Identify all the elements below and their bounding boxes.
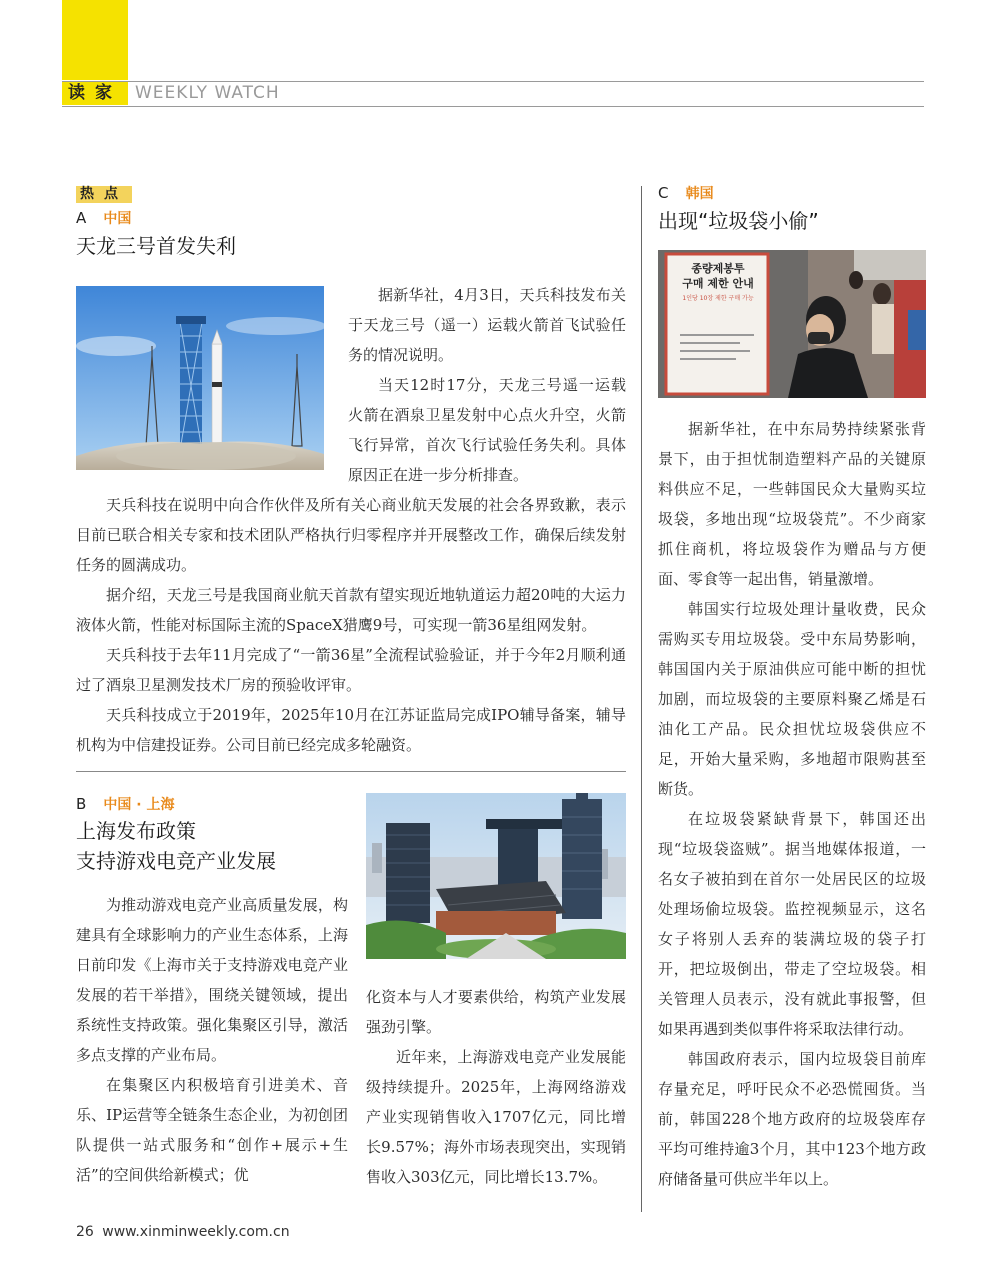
footer-url[interactable]: www.xinminweekly.com.cn — [102, 1224, 290, 1240]
article-a-full-width — [76, 490, 626, 760]
article-c-paragraph: 据新华社，在中东局势持续紧张背景下，由于担忧制造塑料产品的关键原料供应不足，一些韩国民众大量购买垃圾袋，多地出现“垃圾袋荒”。不少商家抓住商机，将垃圾袋作为赠品与方便面、零食等一起出售，销量激增。 — [658, 420, 926, 588]
article-c-body — [658, 414, 926, 1194]
article-a-paragraph: 当天12时17分，天龙三号遥一运载火箭在酒泉卫星发射中心点火升空，火箭飞行异常，首次飞行试验任务失利。具体原因正在进一步分析排查。 — [348, 376, 626, 484]
page-number: 26 — [76, 1224, 94, 1240]
sign-text-line2: 구매 제한 안내 — [682, 277, 754, 290]
article-c-region: 韩国 — [685, 186, 714, 202]
header-rule-bottom — [62, 106, 924, 107]
article-b-paragraph: 在集聚区内积极培育引进美术、音乐、IP运营等全链条生态企业，为初创团队提供一站式服务和“创作+展示+生活”的空间供给新模式；优 — [76, 1076, 348, 1184]
article-a-paragraph: 据新华社，4月3日，天兵科技发布关于天龙三号（遥一）运载火箭首飞试验任务的情况说明。 — [348, 286, 626, 364]
shanghai-building-photo — [366, 793, 626, 959]
column-divider — [641, 186, 642, 1212]
article-a-letter: A — [76, 209, 87, 227]
hot-tag: 热点 — [76, 186, 132, 203]
article-a-paragraph: 天兵科技在说明中向合作伙伴及所有关心商业航天发展的社会各界致歉，表示目前已联合相关专家和技术团队严格执行归零程序并开展整改工作，确保后续发射任务的圆满成功。 — [76, 496, 626, 574]
article-separator — [76, 771, 626, 772]
rocket-launch-photo — [76, 286, 324, 470]
article-b-letter: B — [76, 795, 87, 813]
section-label-en: WEEKLY WATCH — [135, 83, 280, 103]
article-b-paragraph: 化资本与人才要素供给，构筑产业发展强劲引擎。 — [366, 988, 626, 1036]
article-b-title-line2: 支持游戏电竞产业发展 — [76, 849, 276, 873]
sign-text-line1: 종량제봉투 — [691, 262, 745, 275]
article-c-paragraph: 韩国实行垃圾处理计量收费，民众需购买专用垃圾袋。受中东局势影响，韩国国内关于原油供应可能中断的担忧加剧，而垃圾袋的主要原料聚乙烯是石油化工产品。民众担忧垃圾袋供应不足，开始大量采购，多地超市限购甚至断货。 — [658, 600, 926, 798]
article-b-column-1 — [76, 890, 348, 1190]
article-c-paragraph: 在垃圾袋紧缺背景下，韩国还出现“垃圾袋盗贼”。据当地媒体报道，一名女子被拍到在首尔一处居民区的垃圾处理场偷垃圾袋。监控视频显示，这名女子将别人丢弃的装满垃圾的袋子打开，把垃圾倒出，带走了空垃圾袋。相关管理人员表示，没有就此事报警，但如果再遇到类似事件将采取法律行动。 — [658, 810, 926, 1038]
article-a-paragraph: 天兵科技成立于2019年，2025年10月在江苏证监局完成IPO辅导备案，辅导机构为中信建投证券。公司目前已经完成多轮融资。 — [76, 706, 626, 754]
article-c-paragraph: 韩国政府表示，国内垃圾袋目前库存量充足，呼吁民众不必恐慌囤货。当前，韩国228个地方政府的垃圾袋库存平均可维持逾3个月，其中123个地方政府储备量可供应半年以上。 — [658, 1050, 926, 1188]
korea-store-photo — [658, 250, 926, 398]
article-c-label — [658, 183, 714, 203]
article-b-label — [76, 794, 174, 814]
page-footer — [76, 1224, 290, 1240]
article-a-title: 天龙三号首发失利 — [76, 234, 236, 258]
article-b-title-line1: 上海发布政策 — [76, 819, 196, 843]
sign-text-line3: 1인당 10장 제한 구매 가능 — [682, 295, 754, 302]
header-yellow-tab — [62, 0, 128, 80]
article-a-right-column — [348, 280, 626, 490]
article-c-title: 出现“垃圾袋小偷” — [658, 209, 819, 233]
article-a-region: 中国 — [103, 211, 132, 227]
article-a-paragraph: 据介绍，天龙三号是我国商业航天首款有望实现近地轨道运力超20吨的大运力液体火箭，性能对标国际主流的SpaceX猎鹰9号，可实现一箭36星组网发射。 — [76, 586, 626, 634]
article-b-paragraph: 近年来，上海游戏电竞产业发展能级持续提升。2025年，上海网络游戏产业实现销售收入1707亿元，同比增长9.57%；海外市场表现突出，实现销售收入303亿元，同比增长13.7%。 — [366, 1048, 626, 1186]
article-a-paragraph: 天兵科技于去年11月完成了“一箭36星”全流程试验验证，并于今年2月顺利通过了酒泉卫星测发技术厂房的预验收评审。 — [76, 646, 626, 694]
article-b-paragraph: 为推动游戏电竞产业高质量发展，构建具有全球影响力的产业生态体系，上海日前印发《上海市关于支持游戏电竞产业发展的若干举措》，围绕关键领域，提出系统性支持政策。强化集聚区引导，激活多点支撑的产业布局。 — [76, 896, 348, 1064]
article-b-region: 中国 · 上海 — [103, 797, 175, 813]
section-label: 读家 — [62, 82, 128, 105]
article-a-label — [76, 208, 131, 228]
article-c-letter: C — [658, 184, 669, 202]
article-b-column-2 — [366, 982, 626, 1192]
